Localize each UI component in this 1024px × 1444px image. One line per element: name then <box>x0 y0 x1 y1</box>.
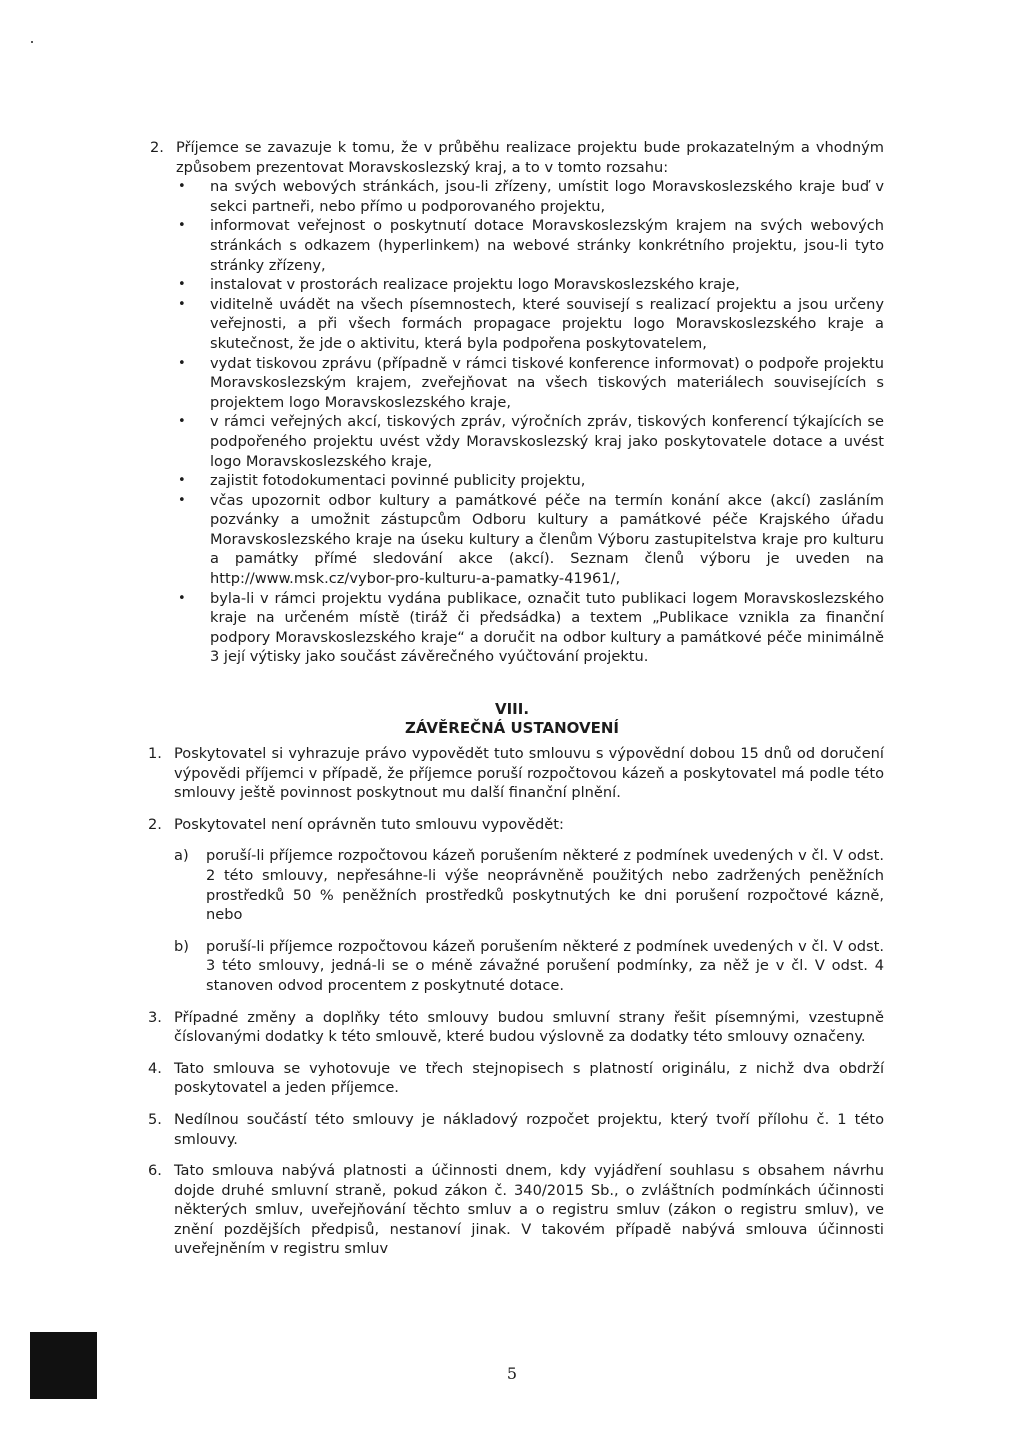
bullet-icon: • <box>178 296 186 312</box>
bullet-item: • instalovat v prostorách realizace projektu logo Moravskoslezského kraje, <box>178 276 740 294</box>
bullet-icon: • <box>178 473 186 489</box>
final-provisions <box>148 744 884 1259</box>
bullet-icon: • <box>178 277 186 293</box>
bullet-icon: • <box>178 492 186 508</box>
scan-speck <box>31 41 33 43</box>
provision-item: 5. Nedílnou součástí této smlouvy je nákladový rozpočet projektu, který tvoří přílohu č. 1 této smlouvy. <box>148 1110 884 1148</box>
provision-item: 4. Tato smlouva se vyhotovuje ve třech stejnopisech s platností originálu, z nichž dva obdrží poskytovatel a jeden příjemce. <box>148 1059 884 1097</box>
bullet-item: • viditelně uvádět na všech písemnostech, které souvisejí s realizací projektu a jsou určeny veřejnosti, a při všech formách propagace projektu logo Moravskoslezského kraje a skutečnost, že jde o aktivitu, která byla podpořena poskytovatelem, <box>178 295 884 352</box>
bullet-icon: • <box>178 414 186 430</box>
provision-item: 2. Poskytovatel není oprávněn tuto smlouvu vypovědět: <box>148 815 564 833</box>
page-number: 5 <box>506 1364 518 1383</box>
bullet-icon: • <box>178 179 186 195</box>
bullet-icon: • <box>178 218 186 234</box>
bullet-item: • byla-li v rámci projektu vydána publikace, označit tuto publikaci logem Moravskoslezského kraje na určeném místě (tiráž či předsádka) a textem „Publikace vznikla za finanční podpory Moravskoslezského kraje“ a doručit na odbor kultury a památkové péče minimálně 3 její výtisky jako součást závěrečného vyúčtování projektu. <box>178 589 884 666</box>
bullet-item: • v rámci veřejných akcí, tiskových zpráv, výročních zpráv, tiskových konferencí týkajících se podpořeného projektu uvést vždy Moravskoslezský kraj jako poskytovatele dotace a uvést logo Moravskoslezského kraje, <box>178 413 884 470</box>
section-roman-numeral: VIII. <box>494 700 530 718</box>
clause-number: 2. <box>150 139 164 156</box>
clause-intro: Příjemce se zavazuje k tomu, že v průběhu realizace projektu bude prokazatelným a vhodným způsobem prezentovat Moravskoslezský kraj, a to v tomto rozsahu: <box>176 139 884 176</box>
bullet-item: • zajistit fotodokumentaci povinné publicity projektu, <box>178 472 586 490</box>
publicity-bullet-list <box>150 177 884 667</box>
provision-subitem: b) poruší-li příjemce rozpočtovou kázeň porušením některé z podmínek uvedených v čl. V odst. 3 této smlouvy, jedná-li se o méně závažné porušení podmínky, za něž je v čl. V odst. 4 stanoven odvod procentem z poskytnuté dotace. <box>174 937 884 994</box>
bullet-icon: • <box>178 590 186 606</box>
redaction-block <box>30 1332 97 1399</box>
bullet-item: • včas upozornit odbor kultury a památkové péče na termín konání akce (akcí) zasláním pozvánky a umožnit zástupcům Odboru kultury a památkové péče Krajského úřadu Moravskoslezského kraje na úseku kultury a členům Výboru zastupitelstva kraje pro kulturu a památky přímé sledování akce (akcí). Seznam členů výboru je uveden na http://www.msk.cz/vybor-pro-kulturu-a-pamatky-41961/, <box>178 491 884 588</box>
provision-item: 3. Případné změny a doplňky této smlouvy budou smluvní strany řešit písemnými, vzestupně číslovanými dodatky k této smlouvě, které budou výslovně za dodatky této smlouvy označeny. <box>148 1008 884 1046</box>
bullet-item: • informovat veřejnost o poskytnutí dotace Moravskoslezským krajem na svých webových stránkách s odkazem (hyperlinkem) na webové stránky konkrétního projektu, jsou-li tyto stránky zřízeny, <box>178 217 884 274</box>
section-heading <box>0 700 1024 738</box>
section-title: ZÁVĚREČNÁ USTANOVENÍ <box>404 719 620 737</box>
bullet-icon: • <box>178 355 186 371</box>
provision-item: 1. Poskytovatel si vyhrazuje právo vypovědět tuto smlouvu s výpovědní dobou 15 dnů od doručení výpovědi příjemci v případě, že příjemce poruší rozpočtovou kázeň a poskytovatel má podle této smlouvy ještě povinnost poskytnout mu další finanční plnění. <box>148 745 884 802</box>
bullet-item: • vydat tiskovou zprávu (případně v rámci tiskové konference informovat) o podpoře projektu Moravskoslezským krajem, zveřejňovat na všech tiskových materiálech souvisejících s projektem logo Moravskoslezského kraje, <box>178 354 884 411</box>
provision-subitem: a) poruší-li příjemce rozpočtovou kázeň porušením některé z podmínek uvedených v čl. V odst. 2 této smlouvy, nepřesáhne-li výše neoprávněně použitých nebo zadržených peněžních prostředků 50 % peněžních prostředků poskytnutých ke dni porušení rozpočtové kázně, nebo <box>174 847 884 924</box>
clause-item-2 <box>150 138 884 667</box>
provision-item: 6. Tato smlouva nabývá platnosti a účinnosti dnem, kdy vyjádření souhlasu s obsahem návrhu dojde druhé smluvní straně, pokud zákon č. 340/2015 Sb., o zvláštních podmínkách účinnosti některých smluv, uveřejňování těchto smluv a o registru smluv (zákon o registru smluv), ve znění pozdějších předpisů, nestanoví jinak. V takovém případě nabývá smlouva účinnosti uveřejněním v registru smluv <box>148 1162 884 1258</box>
publicity-clause <box>150 138 884 667</box>
bullet-item: • na svých webových stránkách, jsou-li zřízeny, umístit logo Moravskoslezského kraje buď v sekci partneři, nebo přímo u podporovaného projektu, <box>178 178 884 215</box>
